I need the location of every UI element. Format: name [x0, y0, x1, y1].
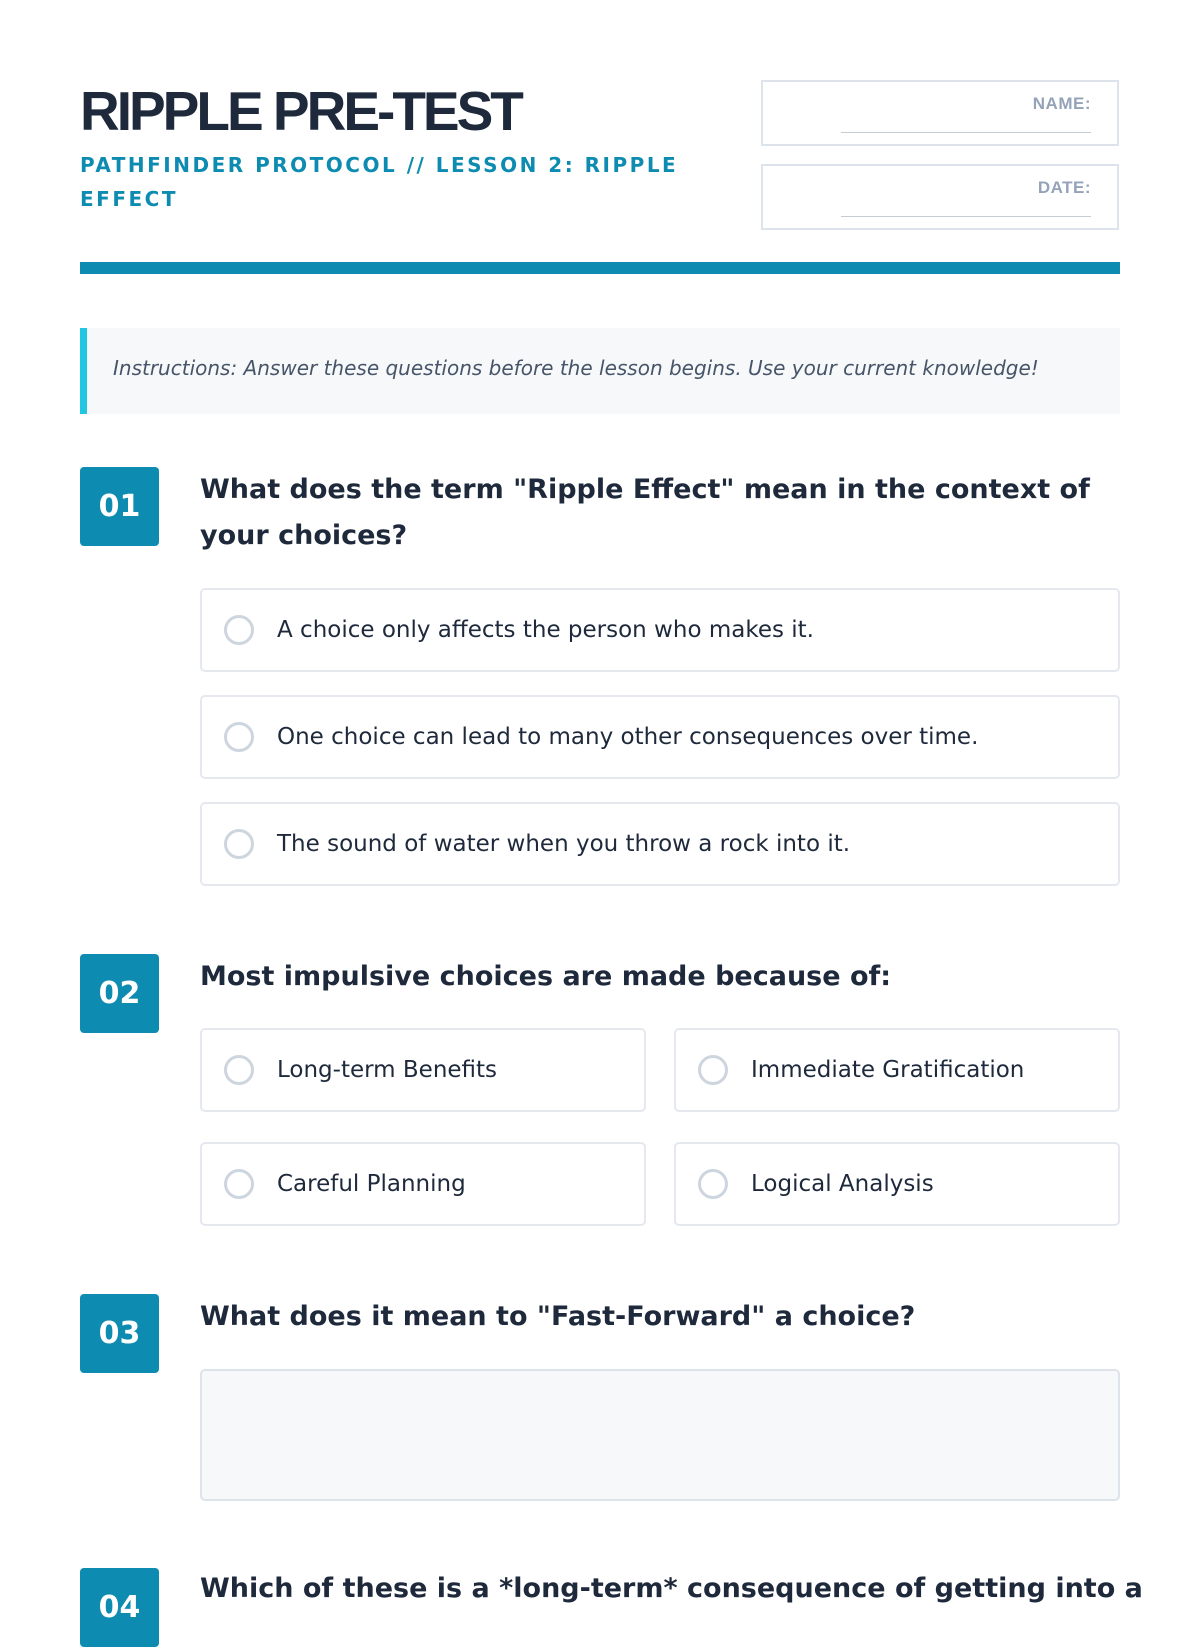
question-number: 04 — [80, 1568, 159, 1647]
answer-option[interactable] — [200, 695, 1120, 779]
answer-textarea[interactable] — [200, 1369, 1120, 1501]
radio-icon[interactable] — [698, 1055, 728, 1085]
name-field[interactable] — [761, 80, 1119, 146]
option-label: A choice only affects the person who makes it. — [277, 617, 814, 643]
header-divider — [80, 262, 1120, 274]
date-line — [841, 216, 1091, 217]
radio-icon[interactable] — [224, 1169, 254, 1199]
radio-icon[interactable] — [224, 829, 254, 859]
instructions-text: Instructions: Answer these questions before the lesson begins. Use your current knowledge! — [113, 356, 1039, 380]
page-subtitle: PATHFINDER PROTOCOL // LESSON 2: RIPPLE EFFECT — [80, 153, 679, 211]
answer-option[interactable] — [200, 1142, 646, 1226]
name-label: NAME: — [1032, 94, 1091, 113]
date-label: DATE: — [1037, 178, 1091, 197]
question-text: Which of these is a *long-term* consequence of getting into a — [200, 1573, 1143, 1604]
instructions-box — [80, 328, 1120, 414]
option-label: Immediate Gratification — [751, 1057, 1025, 1083]
option-label: Logical Analysis — [751, 1171, 934, 1197]
radio-icon[interactable] — [224, 615, 254, 645]
question-text: What does the term "Ripple Effect" mean in the context of your choices? — [200, 474, 1090, 551]
option-label: The sound of water when you throw a rock into it. — [277, 831, 851, 857]
option-label: Long-term Benefits — [277, 1057, 498, 1083]
radio-icon[interactable] — [224, 722, 254, 752]
date-field[interactable] — [761, 164, 1119, 230]
question-text: Most impulsive choices are made because of: — [200, 961, 892, 992]
option-label: One choice can lead to many other consequences over time. — [277, 724, 979, 750]
answer-option[interactable] — [200, 1028, 646, 1112]
answer-option[interactable] — [200, 802, 1120, 886]
page-title: RIPPLE PRE-TEST — [80, 80, 521, 142]
question-number: 03 — [80, 1294, 159, 1373]
answer-option[interactable] — [200, 588, 1120, 672]
answer-option[interactable] — [674, 1028, 1120, 1112]
radio-icon[interactable] — [698, 1169, 728, 1199]
question-number: 01 — [80, 467, 159, 546]
question-number: 02 — [80, 954, 159, 1033]
radio-icon[interactable] — [224, 1055, 254, 1085]
question-text: What does it mean to "Fast-Forward" a choice? — [200, 1301, 916, 1332]
pre-test-page — [80, 0, 1143, 1625]
name-line — [841, 132, 1091, 133]
answer-option[interactable] — [674, 1142, 1120, 1226]
option-label: Careful Planning — [277, 1171, 466, 1197]
